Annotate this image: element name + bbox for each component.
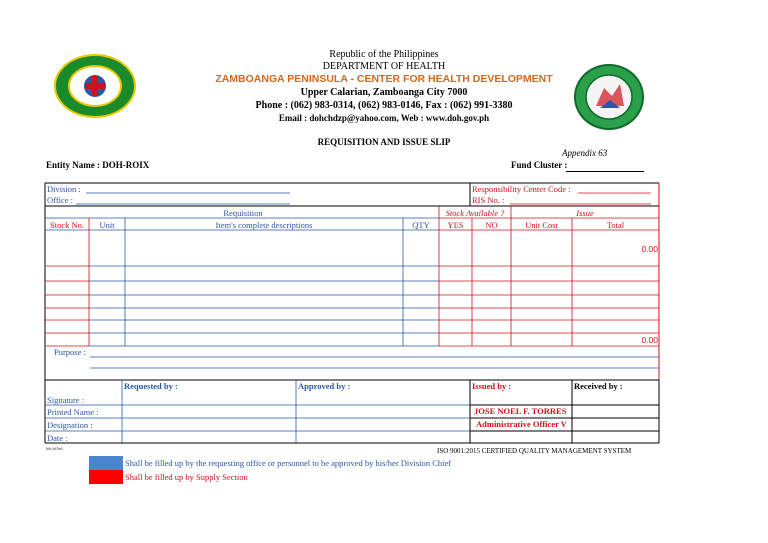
legend-red-swatch [89, 470, 123, 484]
small-note: bdc/jtf/bnl [46, 446, 63, 451]
total-top: 0.00 [641, 244, 658, 254]
legend-blue-swatch [89, 456, 123, 470]
requisition-header: Requisition [223, 208, 263, 218]
entity-name: Entity Name : DOH-ROIX [46, 160, 150, 170]
designation-label: Designation : [47, 420, 93, 430]
office-label: Office : [47, 195, 74, 205]
purpose-label: Purpose : [54, 347, 86, 357]
col-unit: Unit [99, 220, 115, 230]
col-total: Total [606, 220, 625, 230]
issuer-title: Administrative Officer V [476, 419, 567, 429]
received-by-label: Received by : [574, 381, 623, 391]
email-line: Email : dohchdzp@yahoo.com, Web : www.doh.gov.ph [278, 113, 490, 123]
fund-cluster-label: Fund Cluster : [511, 160, 568, 170]
col-stock-no: Stock No. [50, 220, 84, 230]
department-line: DEPARTMENT OF HEALTH [322, 61, 446, 72]
legend-red-text: Shall be filled up by Supply Section [125, 472, 248, 482]
issued-by-label: Issued by : [472, 381, 512, 391]
form-title: REQUISITION AND ISSUE SLIP [317, 137, 451, 147]
legend-blue-text: Shall be filled up by the requesting office or personnel to be approved by his/her Division Chief [125, 458, 452, 468]
col-yes: YES [447, 220, 464, 230]
col-qty: QTY [412, 220, 430, 230]
office-line: ZAMBOANGA PENINSULA - CENTER FOR HEALTH DEVELOPMENT [215, 73, 553, 85]
republic-line: Republic of the Philippines [329, 49, 439, 60]
phone-line: Phone : (062) 983-0314, (062) 983-0146, Fax : (062) 991-3380 [255, 100, 513, 111]
col-description: Item's complete descriptions [215, 220, 313, 230]
requested-by-label: Requested by : [124, 381, 178, 391]
division-label: Division : [47, 184, 81, 194]
address-line: Upper Calarian, Zamboanga City 7000 [300, 87, 468, 98]
stock-available-header: Stock Available ? [445, 208, 505, 218]
printed-name-label: Printed Name : [47, 407, 99, 417]
total-bottom: 0.00 [641, 335, 658, 345]
issuer-name: JOSE NOEL F. TORRES [474, 406, 567, 416]
date-label: Date : [47, 433, 68, 443]
approved-by-label: Approved by : [298, 381, 351, 391]
signature-label: Signature : [47, 395, 85, 405]
issue-header: Issue [576, 208, 594, 218]
responsibility-center-label: Responsibility Center Code : [472, 184, 571, 194]
ris-no-label: RIS No. : [472, 195, 505, 205]
appendix-label: Appendix 63 [562, 148, 608, 158]
col-no: NO [485, 220, 498, 230]
iso-text: ISO 9001:2015 CERTIFIED QUALITY MANAGEMENT SYSTEM [437, 447, 632, 455]
col-unit-cost: Unit Cost [525, 220, 558, 230]
